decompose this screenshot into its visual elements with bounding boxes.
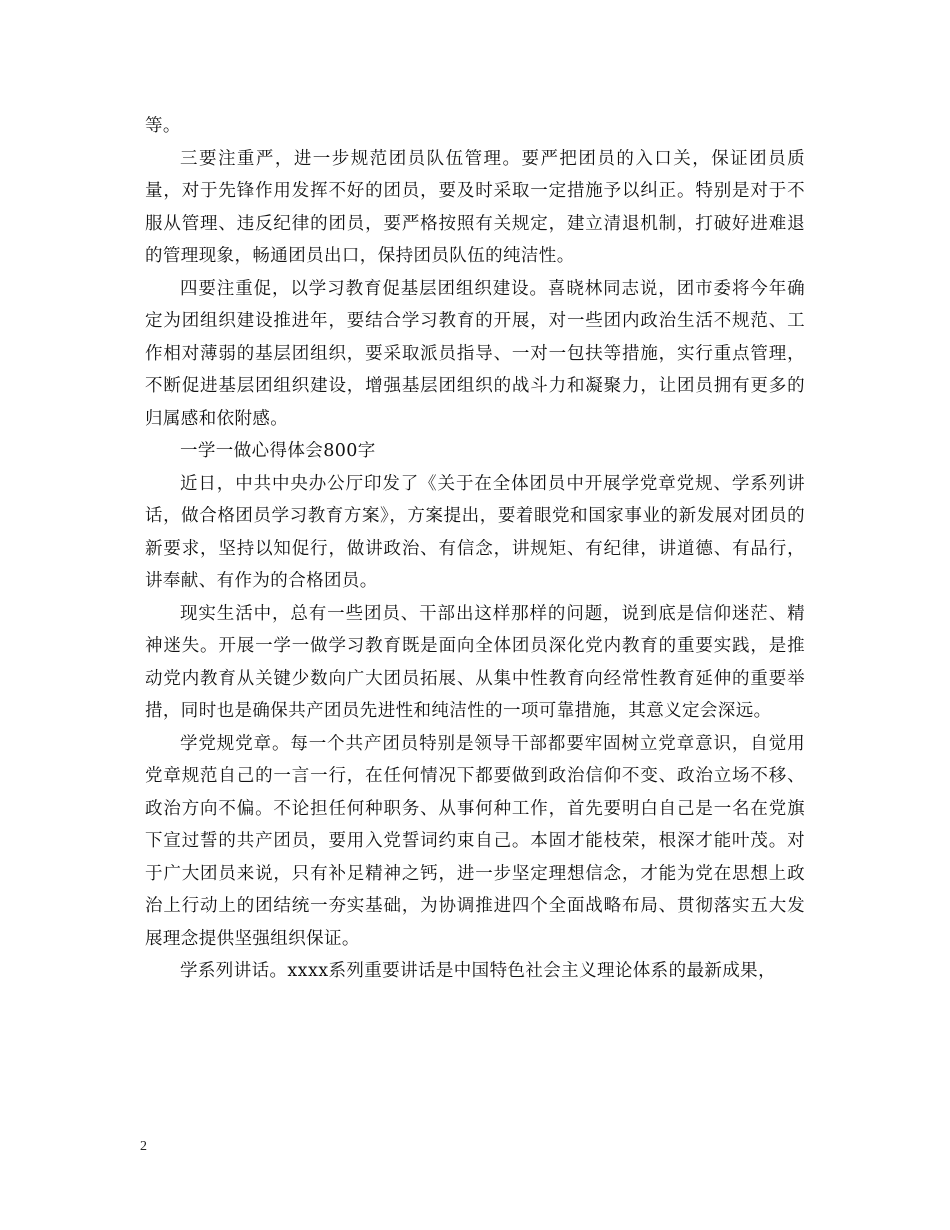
paragraph-education-plan: 近日，中共中央办公厅印发了《关于在全体团员中开展学党章党规、学系列讲话，做合格团员学习教育方案》，方案提出，要着眼党和国家事业的新发展对团员的新要求，坚持以知促行，做讲政治、有信念，讲规矩、有纪律，讲道德、有品行，讲奉献、有作为的合格团员。: [145, 473, 805, 591]
section-heading: 一学一做心得体会800字: [180, 441, 376, 461]
page-number: 2: [140, 1139, 147, 1154]
paragraph-promote-organization: 四要注重促，以学习教育促基层团组织建设。喜晓林同志说，团市委将今年确定为团组织建设推进年，要结合学习教育的开展，对一些团内政治生活不规范、工作相对薄弱的基层团组织，要采取派员指导、一对一包扶等措施，实行重点管理，不断促进基层团组织建设，增强基层团组织的战斗力和凝聚力，让团员拥有更多的归属感和依附感。: [145, 278, 805, 429]
paragraph-real-life: 现实生活中，总有一些团员、干部出这样那样的问题，说到底是信仰迷茫、精神迷失。开展一学一做学习教育既是面向全体团员深化党内教育的重要实践，是推动党内教育从关键少数向广大团员拓展、从集中性教育向经常性教育延伸的重要举措，同时也是确保共产团员先进性和纯洁性的一项可靠措施，其意义定会深远。: [145, 603, 805, 721]
paragraph-strict-management: 三要注重严，进一步规范团员队伍管理。要严把团员的入口关，保证团员质量，对于先锋作用发挥不好的团员，要及时采取一定措施予以纠正。特别是对于不服从管理、违反纪律的团员，要严格按照有关规定，建立清退机制，打破好进难退的管理现象，畅通团员出口，保持团员队伍的纯洁性。: [145, 148, 805, 266]
document-body: [145, 110, 805, 988]
paragraph-continuation: 等。: [145, 116, 181, 136]
paragraph-party-constitution: 学党规党章。每一个共产团员特别是领导干部都要牢固树立党章意识，自觉用党章规范自己的一言一行，在任何情况下都要做到政治信仰不变、政治立场不移、政治方向不偏。不论担任何种职务、从事何种工作，首先要明白自己是一名在党旗下宣过誓的共产团员，要用入党誓词约束自己。本固才能枝荣，根深才能叶茂。对于广大团员来说，只有补足精神之钙，进一步坚定理想信念，才能为党在思想上政治上行动上的团结统一夯实基础，为协调推进四个全面战略布局、贯彻落实五大发展理念提供坚强组织保证。: [145, 733, 805, 949]
paragraph-speech-series: 学系列讲话。xxxx系列重要讲话是中国特色社会主义理论体系的最新成果，: [180, 961, 776, 981]
